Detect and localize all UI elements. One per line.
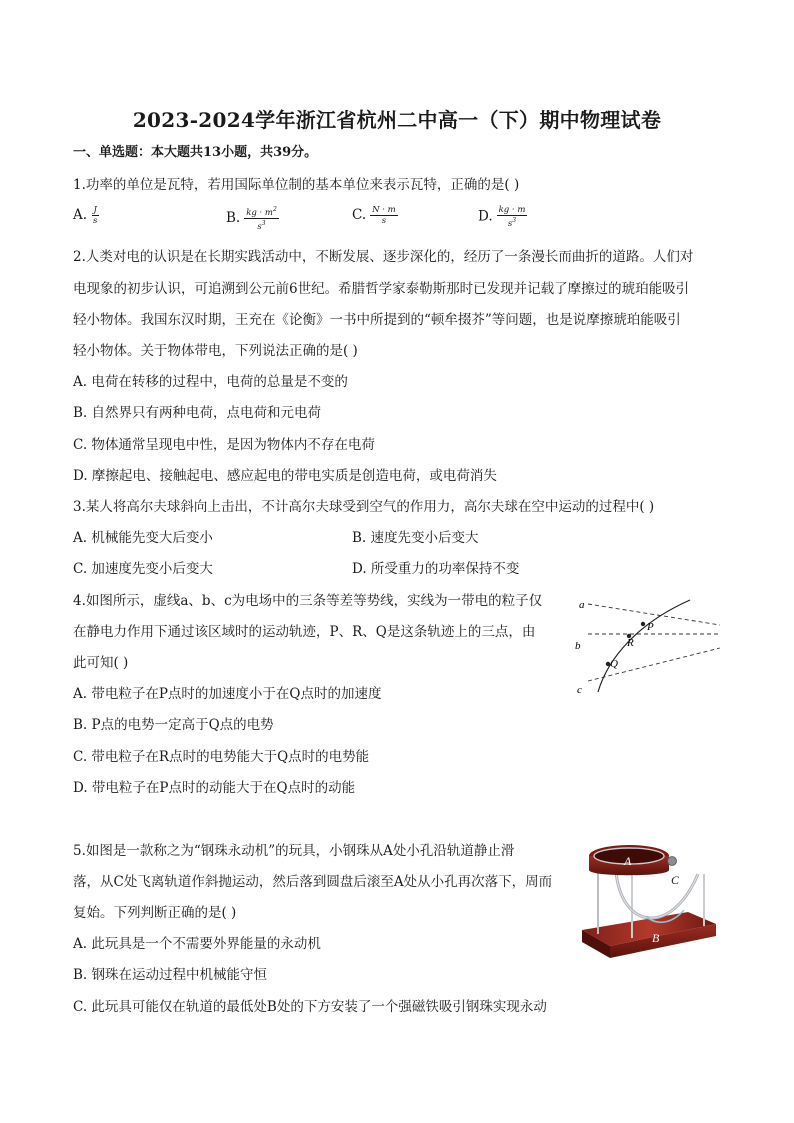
label-c: c xyxy=(577,684,582,696)
question-1-option-a: A. $\frac{J}{s}$ xyxy=(73,205,98,226)
label-b: b xyxy=(575,640,581,652)
question-3-option-a: A. 机械能先变大后变小 xyxy=(73,530,213,546)
question-4-line-3: 此可知( ) xyxy=(73,655,129,671)
particle-trajectory xyxy=(598,600,690,692)
question-4-option-b: B. P点的电势一定高于Q点的电势 xyxy=(73,717,274,733)
steel-ball xyxy=(668,857,677,866)
question-3-option-b: B. 速度先变小后变大 xyxy=(352,530,479,546)
equipotential-line-a xyxy=(588,604,720,625)
question-2-line-2: 电现象的初步认识，可追溯到公元前6世纪。希腊哲学家泰勒斯那时已发现并记载了摩擦过的琥珀能吸引 xyxy=(73,281,690,297)
page-title: 2023-2024学年浙江省杭州二中高一（下）期中物理试卷 xyxy=(132,108,662,132)
question-5-line-3: 复始。下列判断正确的是( ) xyxy=(73,905,237,921)
question-1-option-d: D. $\frac{kg \cdot m}{s^3}$ xyxy=(478,205,526,229)
question-2-line-3: 轻小物体。我国东汉时期，王充在《论衡》一书中所提到的“顿牟掇芥”等问题，也是说摩擦琥珀能吸引 xyxy=(73,312,681,328)
question-2-option-c: C. 物体通常呈现电中性，是因为物体内不存在电荷 xyxy=(73,437,375,453)
label-b-point: B xyxy=(652,931,660,945)
label-c-point: C xyxy=(671,873,680,887)
question-3-option-c: C. 加速度先变小后变大 xyxy=(73,561,213,577)
label-r: R xyxy=(627,637,634,649)
question-4-line-1: 4.如图所示，虚线a、b、c为电场中的三条等差等势线，实线为一带电的粒子仅 xyxy=(73,593,543,609)
question-1-option-b: B. $\frac{kg \cdot m^2}{s^3}$ xyxy=(226,206,277,232)
label-q: Q xyxy=(610,658,618,670)
question-3-stem: 3.某人将高尔夫球斜向上击出，不计高尔夫球受到空气的作用力，高尔夫球在空中运动的过程中( ) xyxy=(73,499,655,515)
label-a-point: A xyxy=(624,854,632,868)
point-p-marker xyxy=(641,622,645,626)
question-2-option-d: D. 摩擦起电、接触起电、感应起电的带电实质是创造电荷，或电荷消失 xyxy=(73,468,497,484)
steel-ball-toy-figure xyxy=(576,834,724,964)
question-4-option-c: C. 带电粒子在R点时的电势能大于Q点时的电势能 xyxy=(73,749,370,765)
question-1-stem: 1.功率的单位是瓦特，若用国际单位制的基本单位来表示瓦特，正确的是( ) xyxy=(73,177,520,193)
question-3-option-d: D. 所受重力的功率保持不变 xyxy=(352,561,520,577)
question-5-line-1: 5.如图是一款称之为“钢珠永动机”的玩具，小钢珠从A处小孔沿轨道静止滑 xyxy=(73,843,515,859)
question-2-option-b: B. 自然界只有两种电荷，点电荷和元电荷 xyxy=(73,405,322,421)
question-2-option-a: A. 电荷在转移的过程中，电荷的总量是不变的 xyxy=(73,374,348,390)
section-heading: 一、单选题：本大题共13小题，共39分。 xyxy=(73,145,318,160)
question-2-line-4: 轻小物体。关于物体带电，下列说法正确的是( ) xyxy=(73,343,358,359)
label-a: a xyxy=(579,599,585,611)
question-4-option-d: D. 带电粒子在P点时的动能大于在Q点时的动能 xyxy=(73,780,356,796)
question-1-option-c: C. $\frac{N \cdot m}{s}$ xyxy=(352,205,396,226)
question-5-line-2: 落，从C处飞离轨道作斜抛运动，然后落到圆盘后滚至A处从小孔再次落下，周而 xyxy=(73,874,553,890)
label-p: P xyxy=(647,621,654,633)
question-2-line-1: 2.人类对电的认识是在长期实践活动中，不断发展、逐步深化的，经历了一条漫长而曲折的道路。人们对 xyxy=(73,249,694,265)
question-4-line-2: 在静电力作用下通过该区域时的运动轨迹，P、R、Q是这条轨迹上的三点，由 xyxy=(73,624,536,640)
question-5-option-c: C. 此玩具可能仅在轨道的最低处B处的下方安装了一个强磁铁吸引钢珠实现永动 xyxy=(73,999,547,1015)
rail-track xyxy=(616,872,698,918)
equipotential-figure xyxy=(568,588,728,698)
question-4-option-a: A. 带电粒子在P点时的加速度小于在Q点时的加速度 xyxy=(73,686,382,702)
question-5-option-a: A. 此玩具是一个不需要外界能量的永动机 xyxy=(73,936,321,952)
question-5-option-b: B. 钢珠在运动过程中机械能守恒 xyxy=(73,967,268,983)
